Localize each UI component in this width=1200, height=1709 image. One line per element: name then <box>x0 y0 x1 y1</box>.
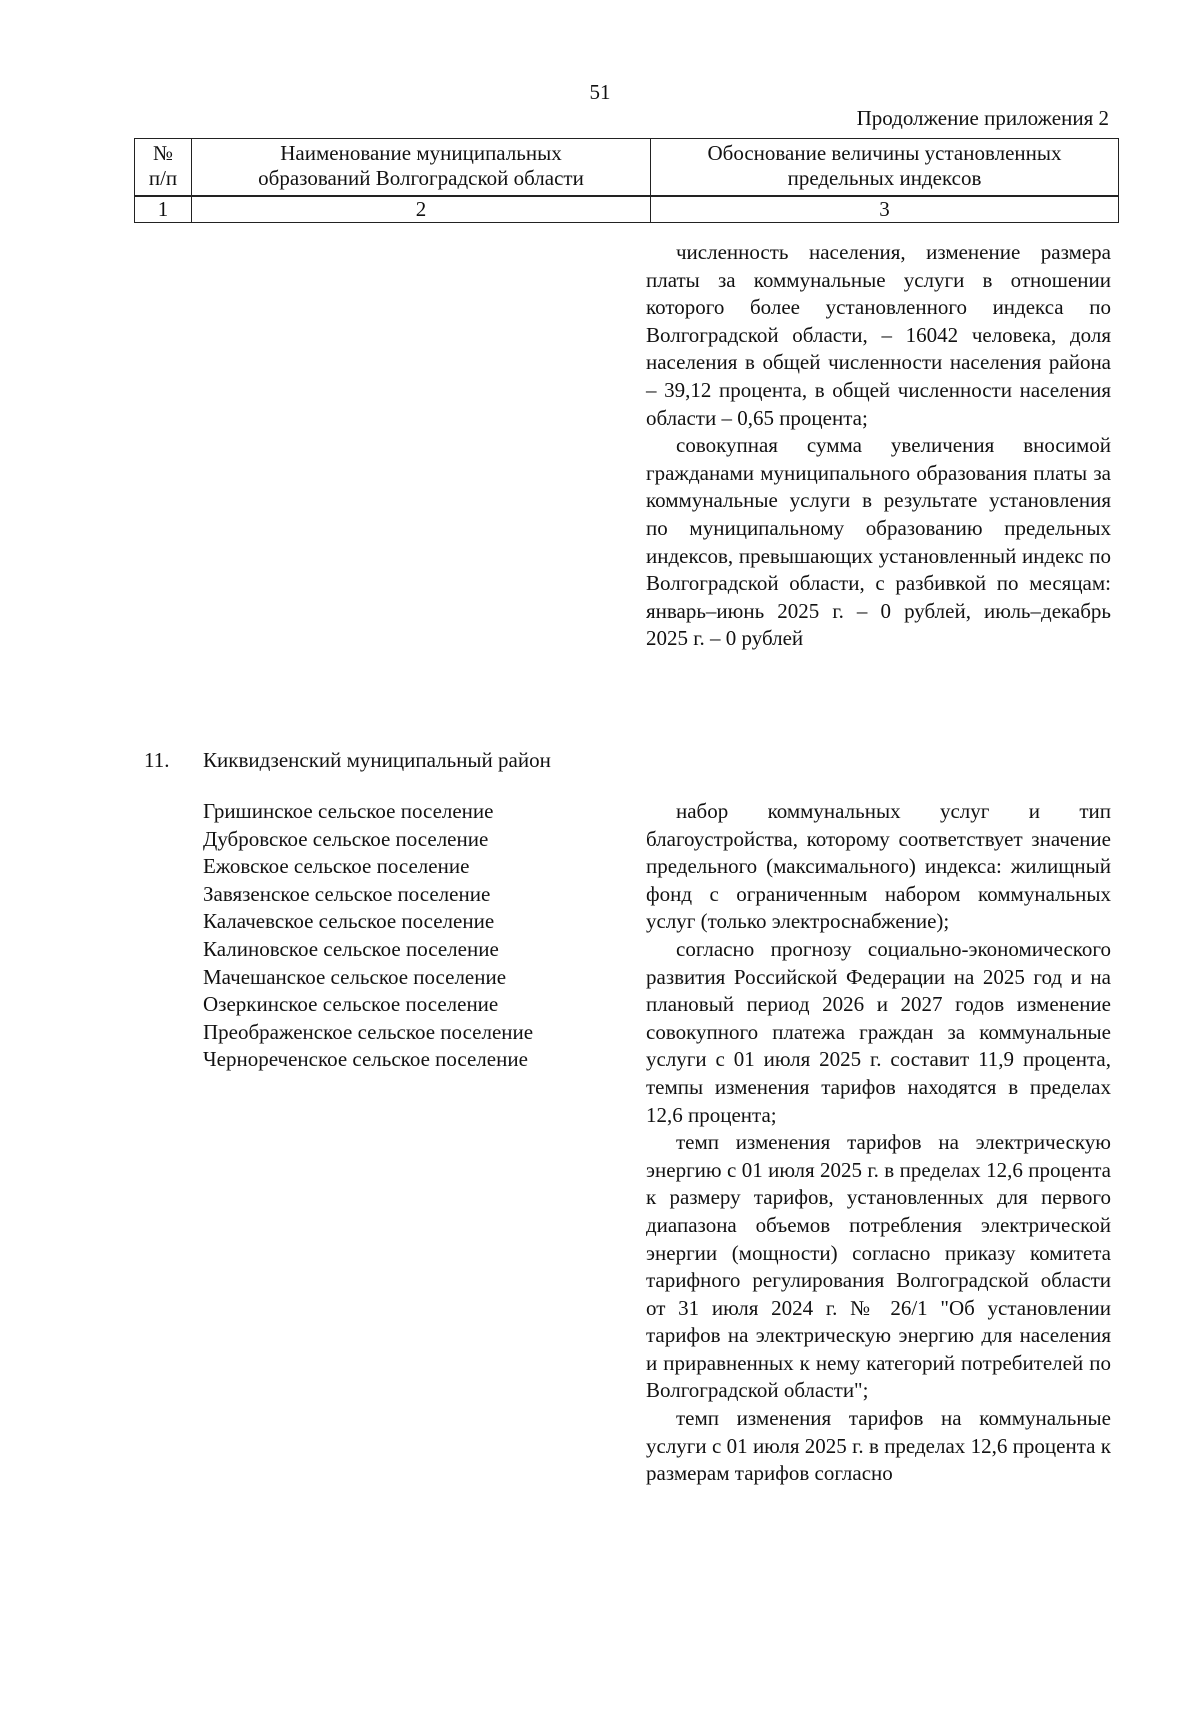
header-col-number-line1: № <box>152 141 174 165</box>
list-item: Гришинское сельское поселение <box>203 799 494 823</box>
list-item: Озеркинское сельское поселение <box>203 992 499 1017</box>
header-col-name-line1: Наименование муниципальных <box>280 141 562 165</box>
list-item: Мачешанское сельское поселение <box>203 964 507 989</box>
justification-paragraph: численность населения, изменение размера платы за коммунальные услуги в отношении которого более установленного индекса по Волгоградской области, – 16042 человека, доля населения в общей численности населения района – 39,12 процента, в общей численности населения области – 0,65 процента; <box>646 240 1111 430</box>
table-column-numbers-row <box>135 196 1119 223</box>
list-item: Дубровское сельское поселение <box>203 826 489 851</box>
list-item: Чернореченское сельское поселение <box>203 1047 528 1072</box>
list-item: Калачевское сельское поселение <box>203 909 495 934</box>
header-col-name-line2: образований Волгоградской области <box>258 166 584 190</box>
list-item: Калиновское сельское поселение <box>203 936 499 961</box>
table-header-row <box>135 139 1119 197</box>
page-number: 51 <box>589 80 611 104</box>
header-col-number-line2: п/п <box>148 166 178 190</box>
justification-paragraph: совокупная сумма увеличения вносимой гражданами муниципального образования платы за коммунальные услуги в результате установления по муниципальному образованию предельных индексов, превышающих установленный индекс по Волгоградской области, с разбивкой по месяцам: январь–июнь 2025 г. – 0 рублей, июль–декабрь 2025 г. – 0 рублей <box>646 433 1111 651</box>
header-col-justification <box>651 139 1119 197</box>
list-item: Ежовское сельское поселение <box>203 854 470 879</box>
list-item: Завязенское сельское поселение <box>203 881 491 906</box>
column-number-2: 2 <box>192 196 651 223</box>
justification-paragraph: темп изменения тарифов на электрическую энергию с 01 июля 2025 г. в пределах 12,6 процента к размеру тарифов, установленных для первого диапазона объемов потребления электрической энергии (мощности) согласно приказу комитета тарифного регулирования Волгоградской области от 31 июля 2024 г. № 26/1 "Об установлении тарифов на электрическую энергию для населения и приравненных к нему категорий потребителей по Волгоградской области"; <box>646 1130 1111 1403</box>
table-header <box>134 138 1119 223</box>
justification-paragraph: набор коммунальных услуг и тип благоустройства, которому соответствует значение предельного (максимального) индекса: жилищный фонд с ограниченным набором коммунальных услуг (только электроснабжение); <box>646 799 1111 934</box>
column-number-1: 1 <box>135 196 192 223</box>
settlement-list <box>203 798 533 1074</box>
header-col-justification-line2: предельных индексов <box>787 166 982 190</box>
list-item: Преображенское сельское поселение <box>203 1019 534 1044</box>
header-col-justification-line1: Обоснование величины установленных <box>707 141 1062 165</box>
district-name: Киквидзенский муниципальный район <box>203 748 551 772</box>
column-number-3: 3 <box>651 196 1119 223</box>
row-number: 11. <box>144 748 170 772</box>
header-col-name <box>192 139 651 197</box>
justification-paragraph: согласно прогнозу социально-экономического развития Российской Федерации на 2025 год и на плановый период 2026 и 2027 годов изменение совокупного платежа граждан за коммунальные услуги с 01 июля 2025 г. составит 11,9 процента, темпы изменения тарифов находятся в пределах 12,6 процента; <box>646 936 1111 1127</box>
justification-block-row-11 <box>646 798 1111 1488</box>
header-col-number <box>135 139 192 197</box>
justification-paragraph: темп изменения тарифов на коммунальные услуги с 01 июля 2025 г. в пределах 12,6 процента к размерам тарифов согласно <box>646 1406 1111 1486</box>
justification-block-previous <box>646 239 1111 653</box>
continuation-label: Продолжение приложения 2 <box>856 106 1109 130</box>
